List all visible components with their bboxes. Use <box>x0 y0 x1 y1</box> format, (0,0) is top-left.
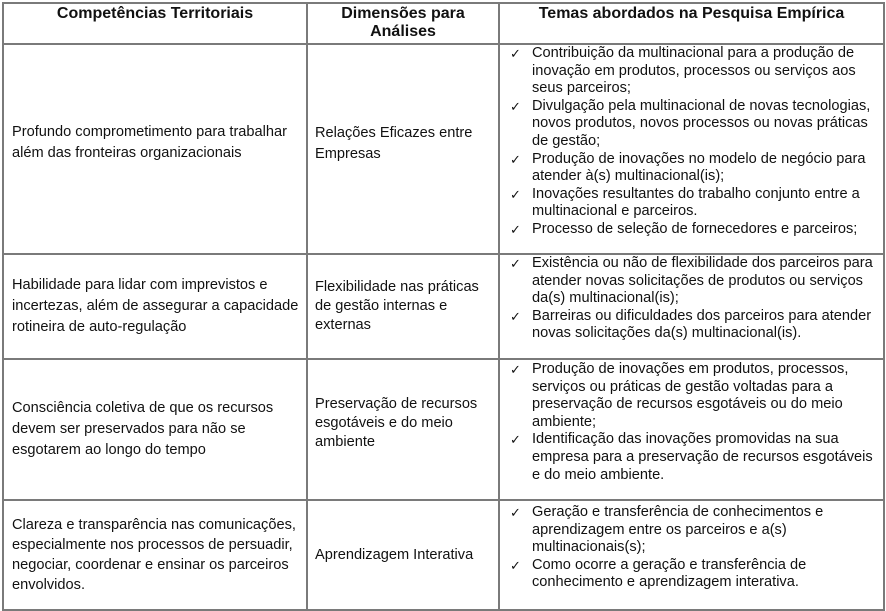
check-icon: ✓ <box>510 256 521 271</box>
check-icon: ✓ <box>510 362 521 377</box>
dimensao-text: Aprendizagem Interativa <box>315 546 474 563</box>
list-item: ✓ Inovações resultantes do trabalho conjunto entre a multinacional e parceiros. <box>510 185 860 220</box>
table-row <box>3 359 884 500</box>
list-item: ✓ Como ocorre a geração e transferência de conhecimento e aprendizagem interativa. <box>510 556 807 591</box>
temas-list <box>500 361 883 484</box>
check-icon: ✓ <box>510 46 521 61</box>
temas-cell <box>499 500 884 610</box>
list-item: ✓ Geração e transferência de conhecimentos e aprendizagem entre os parceiros e a(s) multinacionais(s); <box>510 504 824 556</box>
check-icon: ✓ <box>510 186 521 202</box>
check-icon: ✓ <box>510 221 521 237</box>
competencia-text: Consciência coletiva de que os recursos devem ser preservados para não se esgotarem ao longo do tempo <box>12 400 274 458</box>
competencia-cell <box>3 500 307 610</box>
check-icon: ✓ <box>510 505 521 520</box>
competencies-table <box>2 2 885 611</box>
competencia-cell <box>3 359 307 500</box>
temas-cell <box>499 359 884 500</box>
header-dimensoes <box>307 3 499 44</box>
list-item: ✓ Divulgação pela multinacional de novas tecnologias, novos produtos, novos processos ou novas práticas de gestão; <box>510 97 871 149</box>
table-row <box>3 500 884 610</box>
competencia-cell <box>3 254 307 359</box>
dimensao-text: Preservação de recursos esgotáveis e do meio ambiente <box>315 396 478 450</box>
header-competencias: Competências Territoriais <box>3 3 307 44</box>
competencia-cell <box>3 44 307 254</box>
competencia-text: Habilidade para lidar com imprevistos e incertezas, além de assegurar a capacidade rotineira de auto-regulação <box>12 277 299 335</box>
list-item: ✓ Produção de inovações no modelo de negócio para atender à(s) multinacional(is); <box>510 150 866 185</box>
temas-cell <box>499 254 884 359</box>
temas-list <box>500 45 883 239</box>
check-icon: ✓ <box>510 98 521 114</box>
dimensao-text: Flexibilidade nas práticas de gestão internas e externas <box>315 279 479 333</box>
list-item: ✓ Existência ou não de flexibilidade dos parceiros para atender novas solicitações de produtos ou serviços da(s) multinacional(is); <box>510 255 873 307</box>
header-temas: Temas abordados na Pesquisa Empírica <box>499 3 884 44</box>
dimensao-cell <box>307 359 499 500</box>
check-icon: ✓ <box>510 432 521 448</box>
dimensao-text: Relações Eficazes entre Empresas <box>315 125 473 162</box>
check-icon: ✓ <box>510 308 521 324</box>
competencia-text: Clareza e transparência nas comunicações, especialmente nos processos de persuadir, negociar, coordenar e ensinar os parceiros envolvidos. <box>12 517 296 593</box>
header-row <box>3 3 884 44</box>
list-item: ✓ Contribuição da multinacional para a produção de inovação em produtos, processos ou serviços aos seus parceiros; <box>510 45 856 97</box>
temas-list <box>500 255 883 343</box>
header-dimensoes-line2: Análises <box>370 23 436 40</box>
header-dimensoes-line1: Dimensões para <box>341 5 465 22</box>
table-row <box>3 254 884 359</box>
dimensao-cell <box>307 254 499 359</box>
dimensao-cell <box>307 500 499 610</box>
check-icon: ✓ <box>510 151 521 167</box>
list-item: ✓ Identificação das inovações promovidas na sua empresa para a preservação de recursos esgotáveis e do meio ambiente. <box>510 431 873 483</box>
table-row <box>3 44 884 254</box>
list-item: ✓ Processo de seleção de fornecedores e parceiros; <box>510 220 858 237</box>
list-item: ✓ Produção de inovações em produtos, processos, serviços ou práticas de gestão voltadas para a preservação de recursos esgotáveis ou do meio ambiente; <box>510 361 849 430</box>
temas-list <box>500 504 883 592</box>
dimensao-cell <box>307 44 499 254</box>
temas-cell <box>499 44 884 254</box>
competencia-text: Profundo comprometimento para trabalhar além das fronteiras organizacionais <box>12 124 287 161</box>
check-icon: ✓ <box>510 557 521 573</box>
list-item: ✓ Barreiras ou dificuldades dos parceiros para atender novas solicitações da(s) multinacional(is). <box>510 307 872 342</box>
